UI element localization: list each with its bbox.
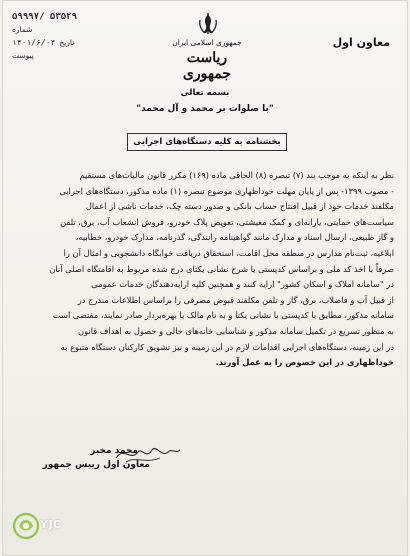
- date-value: ۱۴۰۱/۶/۰۴: [12, 38, 56, 47]
- letter-body: [20, 168, 394, 371]
- bismillah-heading: بسمه تعالی: [180, 88, 230, 98]
- number-label: شماره: [12, 25, 33, 34]
- signatory-title: معاون اول رییس جمهور: [42, 460, 150, 470]
- number-row: [12, 23, 112, 36]
- body-line: ابلاغیه، ثبت‌نام مدارس در منطقه محل اقامت، استحقاق دریافت خوابگاه دانشجویی و امثال آن را: [63, 247, 394, 258]
- attachment-row: [12, 49, 112, 62]
- body-line: و گاز طبیعی، ارسال اسناد و مدارک مانند گواهینامه رانندگی، گذرنامه، مدارک خودرو، خطابیه،: [75, 232, 394, 243]
- letter-sheet: [2, 0, 408, 556]
- body-line: سیاست‌های حمایتی، یارانه‌ای و کمک معیشتی، تعویض پلاک خودرو، فروش انشعاب آب، برق، تلفن: [60, 216, 394, 227]
- office-title: معاون اول: [332, 36, 390, 49]
- subject-box: بخشنامه به کلیه دستگاه‌های اجرایی: [127, 133, 287, 151]
- body-line: از قبیل آب و فاضلاب، برق، گاز و تلفن مکلفند قبوض مصرفی را براساس اطلاعات مندرج در: [77, 294, 394, 305]
- iran-emblem-icon: [197, 12, 219, 36]
- letter-number-row: [12, 10, 112, 23]
- letter-number: ۵۹۹۹۷/ ۵۳۵۲۹: [12, 11, 78, 22]
- body-line-closing: خوداظهاری در این خصوص را به عمل آورند.: [215, 357, 394, 368]
- government-subtitle: جمهوری اسلامی ایران: [172, 38, 242, 47]
- date-row: [12, 36, 112, 49]
- body-line: به منظور تسریع در تکمیل سامانه مذکور و شناسایی خانه‌های خالی و حصول به اهداف قانون: [78, 325, 394, 336]
- body-line: مکلفند خدمات خود از قبیل افتتاح حساب بانکی و صدور دسته چک، خدمات ناشی از اعمال: [85, 201, 394, 212]
- body-line: در این زمینه، دستگاه‌های اجرایی اقدامات لازم در این زمینه و نیز تشویق کارکنان دستگاه متبوع به: [60, 341, 394, 352]
- government-title: ریاست جمهوری: [182, 50, 232, 82]
- date-label: تاریخ: [59, 38, 75, 47]
- body-line: نظر به اینکه به موجب بند (۷) تبصره (۸) الحاقی ماده (۱۶۹) مکرر قانون مالیات‌های مستقیم: [79, 170, 394, 180]
- salawat-line: "با صلوات بر محمد و آل محمد": [136, 104, 274, 114]
- body-line: در "سامانه املاک و اسکان کشور" ارایه کنند و همچنین کلیه ارایه‌دهندگان خدمات عمومی: [91, 279, 394, 290]
- letter-metadata: [12, 10, 112, 62]
- yjc-watermark-text: YJC: [40, 518, 62, 531]
- body-line: سامانه مذکور، مطابق با کدپستی یا نشانی یکتا و به نام مالک یا بهره‌بردار صادر نمایند، مقتضی است: [52, 310, 394, 321]
- body-line: صرفاً با اخذ کد ملی و براساس کدپستی یا شرح نشانی یکتای درج شده مربوط به اقامتگاه اصلی آنان: [49, 263, 394, 274]
- signatory-name: محمد مخبر: [90, 446, 138, 456]
- body-line: - مصوب ۱۳۹۹- پس از پایان مهلت خوداظهاری موضوع تبصره (۱) ماده مذکور، دستگاه‌های اجرایی: [59, 185, 394, 196]
- attachment-label: پیوست: [12, 51, 34, 60]
